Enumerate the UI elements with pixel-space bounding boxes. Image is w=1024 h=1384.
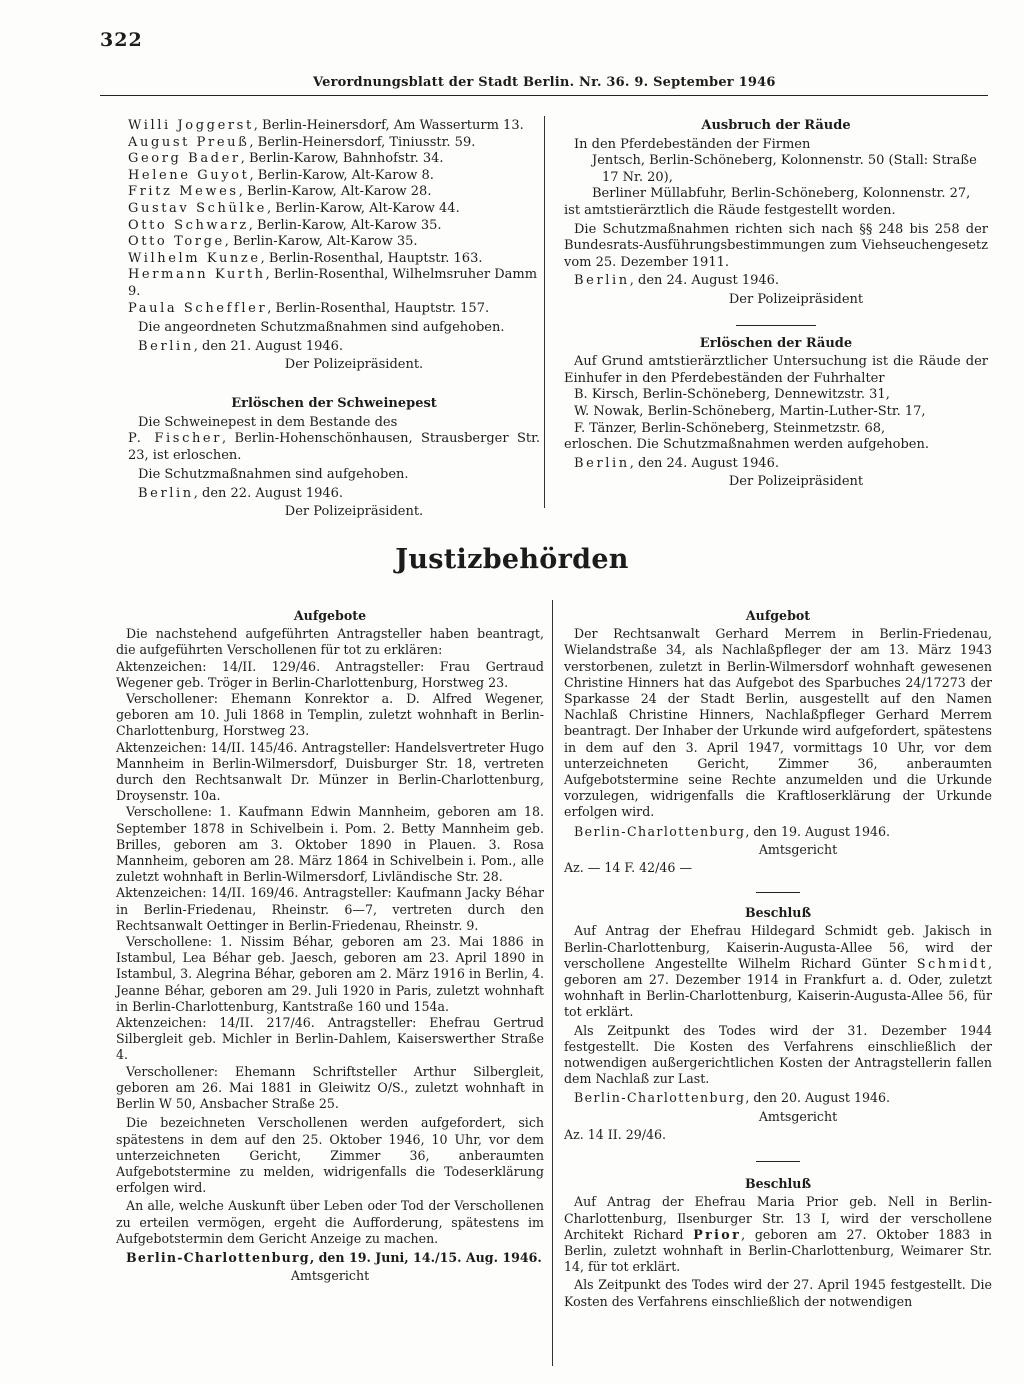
person-row [128, 267, 540, 300]
aufgebote-para1: Die bezeichneten Verschollenen werden aufgefordert, sich spätestens in dem auf den 25. Oktober 1946, 10 Uhr, vor dem unterzeichneten Gericht, Zimmer 36, anberaumten Aufgebotstermine zu melden, widrigenfalls die Todeserklärung erfolgen wird. [116, 1115, 544, 1196]
section-heading: Justizbehörden [395, 544, 629, 575]
entry-verschollene: Verschollene: 1. Nissim Béhar, geboren am 23. Mai 1886 in Istambul, Lea Béhar geb. Jaesch, geboren am 23. April 1890 in Istambul, 3. Alegrina Béhar, geboren am 2. März 1916 in Berlin, 4. Jeanne Béhar, geboren am 29. Juli 1920 in Paris, zuletzt wohnhaft in Berlin-Charlottenburg, Kantstraße 160 und 154a. [116, 934, 544, 1014]
authority: Der Polizeipräsident [728, 291, 864, 307]
place: Berlin [138, 485, 194, 501]
person-address: , Berlin-Karow, Alt-Karow 44. [266, 200, 460, 216]
owner-item: B. Kirsch, Berlin-Schöneberg, Dennewitzstr. 31, [574, 387, 890, 403]
aufgebote-intro: Die nachstehend aufgeführten Antragsteller haben beantragt, die aufgeführten Verschollenen für tot zu erklären: [116, 626, 544, 658]
separator-rule [736, 325, 816, 326]
person-row [128, 184, 540, 201]
person-address: , Berlin-Heinersdorf, Tiniusstr. 59. [249, 134, 476, 150]
beschluss-body [564, 923, 992, 1020]
beschluss-para2: Als Zeitpunkt des Todes wird der 27. April 1945 festgestellt. Die Kosten des Verfahrens einschließlich der notwendigen [564, 1277, 992, 1309]
place-date [128, 486, 540, 503]
date: , den 24. August 1946. [629, 455, 780, 471]
place-date [564, 1090, 992, 1106]
person-address: , Berlin-Rosenthal, Hauptstr. 157. [267, 300, 490, 316]
place: Berlin-Charlottenburg [574, 1090, 746, 1106]
person-name: Helene Guyot [128, 167, 250, 183]
firm-item: Berliner Müllabfuhr, Berlin-Schöneberg, Kolonnenstr. 27, [592, 186, 971, 202]
beschluss-text: Auf Antrag der Ehefrau Hildegard Schmidt geb. Jakisch in Berlin-Charlottenburg, Kaiserin-Augusta-Allee 56, wird der verschollene Angestellte Wilhelm Richard Günter [564, 923, 992, 971]
person-name: Otto Schwarz [128, 217, 249, 233]
section-title-erloeschen: Erlöschen der Räude [699, 335, 853, 351]
authority: Der Polizeipräsident [728, 474, 864, 490]
ausbruch-body: Die Schutzmaßnahmen richten sich nach §§ 248 bis 258 der Bundesrats-Ausführungsbestimmungen zum Viehseuchengesetz vom 25. Dezember 1911. [564, 221, 988, 270]
person-address: , Berlin-Karow, Alt-Karow 35. [248, 217, 442, 233]
place-date [564, 824, 992, 840]
person-address: , Berlin-Karow, Alt-Karow 28. [238, 184, 432, 200]
person-row [128, 168, 540, 185]
person-name: Paula Scheffler [128, 300, 268, 316]
aktenzeichen: Az. — 14 F. 42/46 — [564, 860, 693, 876]
person-list [128, 118, 540, 317]
schweinepest-text: , Berlin-Hohenschönhausen, Strausberger Str. 23, ist erloschen. [128, 431, 540, 463]
person-name: Willi Joggerst [128, 118, 254, 133]
running-head: Verordnungsblatt der Stadt Berlin. Nr. 36. 9. September 1946 [313, 75, 776, 90]
entry-aktenzeichen: Aktenzeichen: 14/II. 169/46. Antragsteller: Kaufmann Jacky Béhar in Berlin-Friedenau, Rheinstr. 6—7, vertreten durch den Rechtsanwalt Oettinger in Berlin-Friedenau, Rheinstr. 9. [116, 885, 544, 933]
place-date [564, 456, 988, 473]
entry-verschollene: Verschollener: Ehemann Schriftsteller Arthur Silbergleit, geboren am 26. Mai 1881 in Gleiwitz O/S., zuletzt wohnhaft in Berlin W 50, Ansbacher Straße 25. [116, 1063, 544, 1112]
place: Berlin [574, 455, 630, 471]
section-title-beschluss: Beschluß [744, 905, 812, 921]
owner-item: F. Tänzer, Berlin-Schöneberg, Steinmetzstr. 68, [574, 420, 886, 436]
person-address: , Berlin-Karow, Bahnhofstr. 34. [240, 151, 444, 167]
ausbruch-after: ist amtstierärztlich die Räude festgestellt worden. [564, 202, 896, 218]
person-address: , Berlin-Rosenthal, Wilhelmsruher Damm 9. [128, 267, 538, 299]
authority: Der Polizeipräsident. [284, 357, 424, 373]
ausbruch-intro: In den Pferdebeständen der Firmen [574, 136, 811, 152]
top-left-column [128, 118, 540, 521]
person-row [128, 201, 540, 218]
authority: Amtsgericht [758, 1108, 838, 1124]
aktenzeichen: Az. 14 II. 29/46. [564, 1126, 667, 1142]
authority: Amtsgericht [290, 1268, 370, 1284]
person-name: Schmidt [916, 955, 988, 971]
top-right-column [564, 118, 988, 491]
person-name: August Preuß [128, 134, 250, 150]
date: , den 20. August 1946. [745, 1090, 891, 1106]
section-title-aufgebot: Aufgebot [745, 608, 811, 623]
section-title-ausbruch: Ausbruch der Räude [701, 118, 851, 133]
person-address: , Berlin-Heinersdorf, Am Wasserturm 13. [253, 118, 524, 133]
authority: Amtsgericht [758, 841, 838, 857]
schweinepest-line3: Die Schutzmaßnahmen sind aufgehoben. [138, 467, 409, 483]
top-column-divider [544, 116, 545, 508]
person-row [128, 151, 540, 168]
entry-aktenzeichen: Aktenzeichen: 14/II. 217/46. Antragsteller: Ehefrau Gertrud Silbergleit geb. Michler in Berlin-Dahlem, Kaiserswerther Straße 4. [116, 1015, 544, 1063]
schweinepest-line2 [128, 431, 540, 464]
bottom-left-column [116, 608, 544, 1284]
person-name: Prior [693, 1226, 742, 1242]
aufgebote-para2: An alle, welche Auskunft über Leben oder Tod der Verschollenen zu erteilen vermögen, ergeht die Aufforderung, spätestens im Aufgebotstermin dem Gericht Anzeige zu machen. [116, 1198, 544, 1246]
date: , den 19. Juni, 14./15. Aug. 1946. [309, 1249, 542, 1265]
entry-aktenzeichen: Aktenzeichen: 14/II. 145/46. Antragsteller: Handelsvertreter Hugo Mannheim in Berlin-Wilmersdorf, Duisburger Str. 18, vertreten durch den Rechtsanwalt Dr. Münzer in Berlin-Charlottenburg, Droysenstr. 10a. [116, 739, 544, 804]
owner-name: P. Fischer [128, 431, 223, 447]
place: Berlin-Charlottenburg [126, 1249, 310, 1265]
bottom-column-divider [552, 600, 553, 1366]
section-title-schweinepest: Erlöschen der Schweinepest [231, 395, 437, 411]
place: Berlin [138, 338, 194, 354]
section-title-aufgebote: Aufgebote [293, 608, 367, 623]
date: , den 21. August 1946. [193, 338, 344, 354]
beschluss-text: , geboren am 27. Oktober 1883 in Berlin, zuletzt wohnhaft in Berlin-Charlottenburg, Weimarer Str. 14, für tot erklärt. [564, 1226, 992, 1275]
person-address: , Berlin-Rosenthal, Hauptstr. 163. [260, 250, 483, 266]
date: , den 19. August 1946. [745, 823, 891, 839]
beschluss-para2: Als Zeitpunkt des Todes wird der 31. Dezember 1944 festgestellt. Die Kosten des Verfahrens einschließlich der notwendigen außergerichtlichen Kosten der Antragstellerin fallen dem Nachlaß zur Last. [564, 1022, 992, 1087]
page-number: 322 [100, 29, 143, 51]
aufgebot-body: Der Rechtsanwalt Gerhard Merrem in Berlin-Friedenau, Wielandstraße 34, als Nachlaßpfleger der am 13. März 1943 verstorbenen, zuletzt in Berlin-Wilmersdorf wohnhaft gewesenen Christine Hinners hat das Aufgebot des Sparbuches 24/17273 der Sparkasse 24 der Stadt Berlin, ausgestellt auf den Namen Nachlaß Christine Hinners, Nachlaßpfleger Gerhard Merrem beantragt. Der Inhaber der Urkunde wird aufgefordert, spätestens in dem auf den 3. April 1947, vormittags 10 Uhr, vor dem unterzeichneten Gericht, Zimmer 36, anberaumten Aufgebotstermine seine Rechte anzumelden und die Urkunde vorzulegen, widrigenfalls die Kraftloserklärung der Urkunde erfolgen wird. [564, 626, 992, 820]
closing-text: Die angeordneten Schutzmaßnahmen sind aufgehoben. [138, 320, 505, 336]
person-address: , Berlin-Karow, Alt-Karow 8. [249, 167, 434, 183]
person-name: Fritz Mewes [128, 184, 239, 200]
firm-item: Jentsch, Berlin-Schöneberg, Kolonnenstr. 50 (Stall: Straße 17 Nr. 20), [592, 153, 977, 185]
erloeschen-after: erloschen. Die Schutzmaßnahmen werden aufgehoben. [564, 437, 929, 453]
separator-rule [756, 1161, 800, 1162]
person-row [128, 135, 540, 152]
date: , den 24. August 1946. [629, 273, 780, 289]
person-address: , Berlin-Karow, Alt-Karow 35. [224, 234, 418, 250]
person-row [128, 301, 540, 318]
person-row [128, 218, 540, 235]
person-row [128, 251, 540, 268]
person-name: Georg Bader [128, 151, 241, 167]
entry-verschollene: Verschollene: 1. Kaufmann Edwin Mannheim, geboren am 18. September 1878 in Schivelbein i. Pom. 2. Betty Mannheim geb. Brilles, geboren am 3. Oktober 1890 in Plauen. 3. Rosa Mannheim, geboren am 28. März 1864 in Schivelbein i. Pom., alle zuletzt wohnhaft in Berlin-Wilmersdorf, Livländische Str. 28. [116, 804, 544, 885]
beschluss-text: , geboren am 27. Dezember 1914 in Frankfurt a. d. Oder, zuletzt wohnhaft in Berlin-Charlottenburg, Kaiserin-Augusta-Allee 56, für tot erklärt. [564, 955, 992, 1020]
beschluss-text: Auf Antrag der Ehefrau Maria Prior geb. Nell in Berlin-Charlottenburg, Ilsenburger Str. 13 I, wird der verschollene Architekt Richard [564, 1194, 992, 1242]
person-row [128, 234, 540, 251]
person-name: Gustav Schülke [128, 200, 267, 216]
person-row [128, 118, 540, 135]
entry-aktenzeichen: Aktenzeichen: 14/II. 129/46. Antragsteller: Frau Gertraud Wegener geb. Tröger in Berlin-Charlottenburg, Horstweg 23. [116, 658, 544, 690]
person-name: Hermann Kurth [128, 267, 266, 283]
place: Berlin [574, 273, 630, 289]
place-date [564, 273, 988, 290]
separator-rule [756, 892, 800, 893]
bottom-right-column [564, 608, 992, 1310]
person-name: Wilhelm Kunze [128, 250, 261, 266]
header-rule [100, 95, 988, 96]
beschluss-body [564, 1194, 992, 1275]
person-name: Otto Torge [128, 234, 225, 250]
place: Berlin-Charlottenburg [574, 823, 746, 839]
place-date [116, 1250, 544, 1266]
section-title-beschluss: Beschluß [744, 1176, 812, 1192]
place-date [128, 339, 540, 356]
schweinepest-line1: Die Schweinepest in dem Bestande des [138, 414, 398, 430]
authority: Der Polizeipräsident. [284, 504, 424, 520]
entry-verschollene: Verschollener: Ehemann Konrektor a. D. Alfred Wegener, geboren am 10. Juli 1868 in Templin, zuletzt wohnhaft in Berlin-Charlottenburg, Horstweg 23. [116, 691, 544, 739]
date: , den 22. August 1946. [193, 485, 344, 501]
erloeschen-body: Auf Grund amtstierärztlicher Untersuchung ist die Räude der Einhufer in den Pferdebeständen der Fuhrhalter [564, 354, 988, 386]
owner-item: W. Nowak, Berlin-Schöneberg, Martin-Luther-Str. 17, [574, 403, 926, 419]
